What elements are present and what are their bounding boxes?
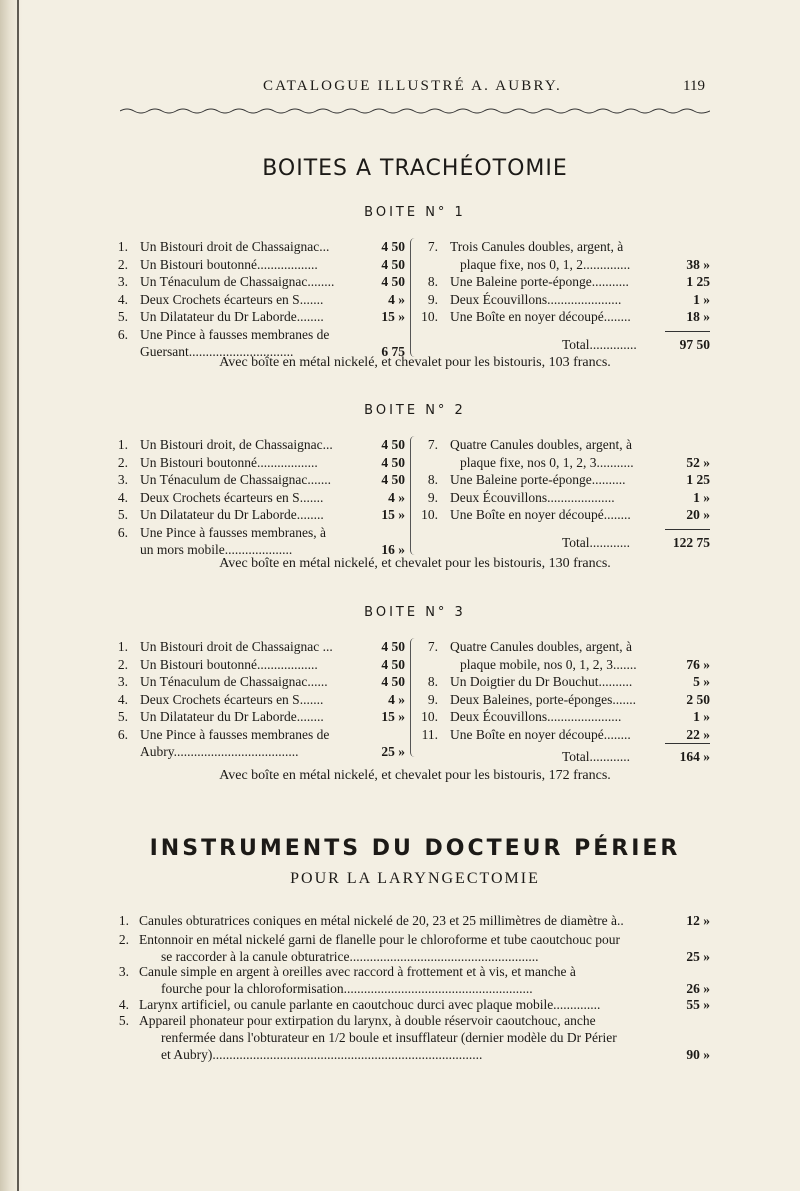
item-number: 11.	[421, 726, 438, 742]
item-number: 9.	[427, 489, 438, 505]
item-line: se raccorder à la canule obturatrice........................................................	[161, 949, 539, 964]
item-price: 52 »	[686, 454, 710, 470]
item-number: 1.	[118, 913, 129, 928]
box-note: Avec boîte en métal nickelé, et chevalet pour les bistouris, 103 francs.	[219, 355, 611, 370]
item-text: Un Bistouri droit de Chassaignac ...	[140, 639, 333, 654]
item-text: Un Ténaculum de Chassaignac........	[140, 274, 335, 289]
item-number: 3.	[117, 674, 128, 689]
item-price: 26 »	[686, 981, 710, 996]
item-text: Une Boîte en noyer découpé........	[450, 309, 631, 324]
item-text: Un Dilatateur du Dr Laborde........	[140, 507, 324, 522]
item-price: 15 »	[381, 709, 405, 724]
item-number: 2.	[117, 656, 128, 672]
item-price: 55 »	[686, 997, 710, 1012]
item-price: 2 50	[686, 691, 710, 707]
item-text: Un Doigtier du Dr Bouchut..........	[450, 674, 633, 689]
item-line: Larynx artificiel, ou canule parlante en caoutchouc durci avec plaque mobile..............	[139, 997, 601, 1012]
item-price: 20 »	[686, 507, 710, 522]
item-line: Canule simple en argent à oreilles avec raccord à frottement et à vis, et manche à	[139, 964, 576, 979]
item-text	[139, 1012, 659, 1063]
item-number: 5.	[117, 709, 128, 724]
item-text: plaque fixe, nos 0, 1, 2..............	[460, 256, 631, 272]
total-rule	[665, 529, 710, 530]
item-text: Un Ténaculum de Chassaignac.......	[140, 472, 331, 487]
item-line: renfermée dans l'obturateur en 1/2 boule et insufflateur (dernier modèle du Dr Périer	[161, 1030, 617, 1045]
item-number: 9.	[427, 691, 438, 707]
item-number: 6.	[117, 326, 128, 342]
box-note: Avec boîte en métal nickelé, et chevalet pour les bistouris, 130 francs.	[219, 556, 611, 571]
item-text: Deux Crochets écarteurs en S.......	[140, 489, 324, 505]
box-title: BOITE N° 1	[364, 205, 466, 220]
item-line: et Aubry)................................................................................	[161, 1047, 483, 1062]
item-price: 4 50	[381, 454, 405, 470]
item-text: Un Bistouri boutonné..................	[140, 454, 318, 470]
item-price: 76 »	[686, 656, 710, 672]
item-text: Deux Baleines, porte-éponges.......	[450, 691, 636, 707]
item-price: 4 50	[381, 674, 405, 689]
item-price: 5 »	[693, 674, 710, 689]
item-price: 1 25	[686, 472, 710, 487]
page-binding-edge	[0, 0, 22, 1191]
item-number: 9.	[427, 291, 438, 307]
item-number: 7.	[427, 239, 438, 254]
item-line: fourche pour la chloroformisation........................................................	[161, 981, 533, 996]
box-title: BOITE N° 3	[364, 605, 466, 620]
item-text: Guersant...............................	[140, 344, 294, 359]
item-price: 1 »	[693, 489, 710, 505]
item-text: plaque fixe, nos 0, 1, 2, 3...........	[460, 454, 634, 470]
item-price: 90 »	[686, 1047, 710, 1062]
item-price: 1 25	[686, 274, 710, 289]
total-rule	[665, 331, 710, 332]
item-text	[139, 963, 659, 997]
item-number: 2.	[117, 454, 128, 470]
item-text: Aubry.....................................	[140, 744, 299, 759]
total-label: Total..............	[562, 337, 637, 352]
decorative-wavy-rule	[120, 106, 710, 116]
item-text: Un Bistouri droit, de Chassaignac...	[140, 437, 333, 452]
item-text: Une Pince à fausses membranes, à	[140, 524, 326, 540]
item-text: Une Pince à fausses membranes de	[140, 326, 330, 342]
item-number: 1.	[117, 639, 128, 654]
item-text: Une Boîte en noyer découpé........	[450, 507, 631, 522]
item-text	[139, 931, 659, 965]
item-number: 2.	[118, 932, 129, 947]
instruments-subheading: POUR LA LARYNGECTOMIE	[290, 870, 540, 887]
item-number: 4.	[118, 997, 129, 1012]
item-price: 18 »	[686, 309, 710, 324]
item-text: un mors mobile....................	[140, 542, 293, 557]
item-number: 6.	[117, 726, 128, 742]
item-number: 7.	[427, 437, 438, 452]
item-number: 4.	[117, 291, 128, 307]
total-price: 97 50	[679, 337, 710, 352]
item-price: 16 »	[381, 542, 405, 557]
item-number: 4.	[117, 489, 128, 505]
page-number: 119	[683, 78, 705, 94]
item-price: 12 »	[686, 913, 710, 928]
total-price: 122 75	[672, 535, 710, 550]
item-number: 2.	[117, 256, 128, 272]
item-price: 38 »	[686, 256, 710, 272]
item-text: Un Bistouri boutonné..................	[140, 656, 318, 672]
item-price: 4 50	[381, 639, 405, 654]
item-line: Appareil phonateur pour extirpation du larynx, à double réservoir caoutchouc, anche	[139, 1013, 596, 1028]
item-price: 22 »	[686, 726, 710, 742]
item-number: 5.	[117, 507, 128, 522]
total-label: Total............	[562, 749, 631, 764]
item-text: Quatre Canules doubles, argent, à	[450, 639, 632, 654]
item-number: 1.	[117, 437, 128, 452]
item-number: 3.	[117, 274, 128, 289]
item-price: 4 50	[381, 256, 405, 272]
item-number: 4.	[117, 691, 128, 707]
item-price: 4 »	[388, 489, 405, 505]
item-number: 8.	[427, 274, 438, 289]
item-price: 1 »	[693, 709, 710, 724]
item-text	[139, 912, 659, 929]
item-text: Deux Écouvillons......................	[450, 709, 622, 724]
total-rule	[665, 743, 710, 744]
item-text: Un Bistouri droit de Chassaignac...	[140, 239, 330, 254]
item-text: Trois Canules doubles, argent, à	[450, 239, 624, 254]
item-text: Quatre Canules doubles, argent, à	[450, 437, 632, 452]
item-number: 1.	[117, 239, 128, 254]
item-number: 7.	[427, 639, 438, 654]
total-label: Total............	[562, 535, 631, 550]
box-title: BOITE N° 2	[364, 403, 466, 418]
item-price: 4 »	[388, 691, 405, 707]
item-line: Canules obturatrices coniques en métal nickelé de 20, 23 et 25 millimètres de diamètre à..	[139, 913, 624, 928]
item-price: 4 50	[381, 472, 405, 487]
item-text	[139, 996, 659, 1013]
item-number: 5.	[118, 1013, 129, 1028]
item-text: Une Boîte en noyer découpé........	[450, 726, 631, 742]
item-number: 8.	[427, 674, 438, 689]
item-text: plaque mobile, nos 0, 1, 2, 3.......	[460, 656, 637, 672]
item-number: 10.	[421, 507, 438, 522]
item-text: Un Bistouri boutonné..................	[140, 256, 318, 272]
item-number: 6.	[117, 524, 128, 540]
item-text: Un Dilatateur du Dr Laborde........	[140, 309, 324, 324]
item-price: 4 50	[381, 239, 405, 254]
item-price: 15 »	[381, 507, 405, 522]
item-price: 4 »	[388, 291, 405, 307]
item-price: 4 50	[381, 274, 405, 289]
item-text: Une Baleine porte-éponge...........	[450, 274, 629, 289]
item-price: 25 »	[686, 949, 710, 964]
item-price: 1 »	[693, 291, 710, 307]
item-price: 4 50	[381, 656, 405, 672]
total-price: 164 »	[679, 749, 710, 764]
item-line: Entonnoir en métal nickelé garni de flanelle pour le chloroforme et tube caoutchouc pour	[139, 932, 620, 947]
item-number: 10.	[421, 309, 438, 324]
box-note: Avec boîte en métal nickelé, et chevalet pour les bistouris, 172 francs.	[219, 768, 611, 783]
item-text: Un Dilatateur du Dr Laborde........	[140, 709, 324, 724]
item-text: Deux Écouvillons......................	[450, 291, 622, 307]
item-number: 10.	[421, 709, 438, 724]
item-text: Deux Crochets écarteurs en S.......	[140, 291, 324, 307]
item-text: Deux Écouvillons....................	[450, 489, 615, 505]
item-number: 3.	[117, 472, 128, 487]
running-header	[120, 78, 705, 100]
item-text: Deux Crochets écarteurs en S.......	[140, 691, 324, 707]
item-price: 15 »	[381, 309, 405, 324]
item-price: 4 50	[381, 437, 405, 452]
item-number: 5.	[117, 309, 128, 324]
item-price: 6 75	[381, 344, 405, 359]
instruments-heading: INSTRUMENTS DU DOCTEUR PÉRIER	[149, 836, 681, 861]
item-text: Une Pince à fausses membranes de	[140, 726, 330, 742]
item-price: 25 »	[381, 744, 405, 759]
item-number: 8.	[427, 472, 438, 487]
item-number: 3.	[118, 964, 129, 979]
section-title: BOITES A TRACHÉOTOMIE	[262, 156, 568, 181]
item-text: Une Baleine porte-éponge..........	[450, 472, 626, 487]
item-text: Un Ténaculum de Chassaignac......	[140, 674, 328, 689]
running-title: CATALOGUE ILLUSTRÉ A. AUBRY.	[263, 78, 562, 94]
